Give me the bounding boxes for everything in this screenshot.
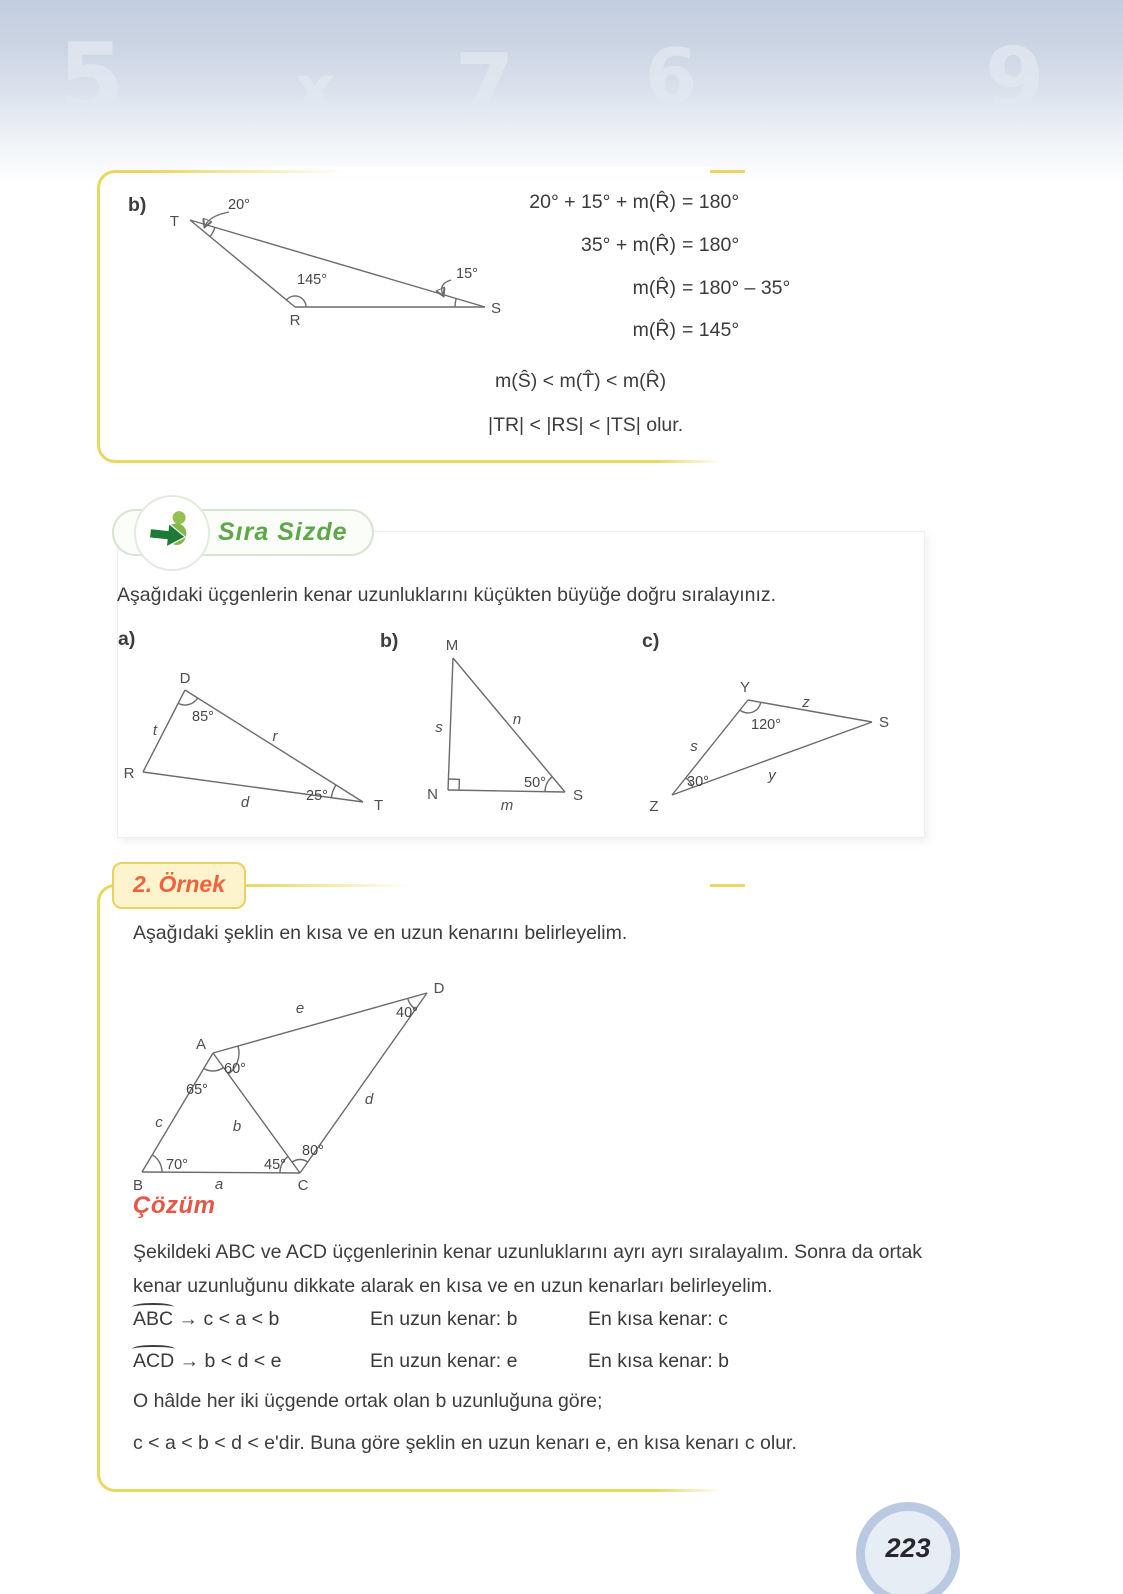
solution-row-acd bbox=[133, 1350, 813, 1380]
triangle-edges bbox=[448, 658, 565, 792]
side-label: r bbox=[272, 728, 278, 745]
border-fade bbox=[655, 1487, 750, 1497]
equation-line bbox=[420, 234, 798, 257]
shortest-side: En kısa kenar: c bbox=[588, 1308, 728, 1330]
side-label: b bbox=[232, 1118, 242, 1135]
vertex-label: Z bbox=[649, 798, 659, 815]
watermark-digit: 9 bbox=[985, 30, 1045, 129]
sira-sizde-prompt: Aşağıdaki üçgenlerin kenar uzunluklarını küçükten büyüğe doğru sıralayınız. bbox=[117, 584, 777, 606]
angle-label: 85° bbox=[192, 709, 214, 725]
example-2-title: 2. Örnek bbox=[132, 871, 226, 897]
solution-title: Çözüm bbox=[133, 1192, 216, 1219]
angle-label: 70° bbox=[166, 1157, 188, 1173]
angle-label: 60° bbox=[224, 1061, 246, 1077]
side-label: a bbox=[214, 1176, 224, 1193]
watermark-digit: 6 bbox=[645, 32, 698, 120]
equation-line bbox=[420, 191, 798, 214]
side-label: d bbox=[240, 794, 250, 811]
triangle-figure-ysz bbox=[630, 655, 910, 820]
solution-text: Şekildeki ABC ve ACD üçgenlerinin kenar uzunluklarını ayrı ayrı sıralayalım. Sonra da ortak kenar uzunluğunu dikkate alarak en kısa ve en uzun kenarları belirleyelim. bbox=[133, 1241, 923, 1297]
example-2-prompt: Aşağıdaki şeklin en kısa ve en uzun kenarını belirleyelim. bbox=[133, 922, 628, 944]
angle-order-conclusion: m(Ŝ) < m(T̂) < m(R̂) bbox=[495, 370, 667, 392]
sira-sizde-icon-circle bbox=[134, 495, 210, 571]
item-label-a: a) bbox=[118, 628, 136, 650]
vertex-label: D bbox=[433, 980, 445, 997]
side-label: s bbox=[690, 738, 698, 755]
triangle-edges bbox=[143, 690, 363, 802]
vertex-label: N bbox=[427, 786, 438, 803]
equation-rhs: = 180° – 35° bbox=[682, 277, 791, 299]
item-label-b: b) bbox=[128, 194, 147, 216]
vertex-label: D bbox=[179, 670, 191, 687]
solution-conclusion: c < a < b < d < e'dir. Buna göre şeklin en uzun kenarı e, en kısa kenarı c olur. bbox=[133, 1432, 797, 1454]
vertex-label: Y bbox=[739, 679, 751, 696]
angle-label: 25° bbox=[306, 788, 328, 804]
vertex-label: C bbox=[297, 1177, 309, 1194]
side-label: n bbox=[512, 711, 522, 728]
angle-label: 65° bbox=[186, 1082, 208, 1098]
equation-rhs: = 180° bbox=[682, 191, 740, 213]
running-person-arrow-icon bbox=[146, 507, 198, 559]
side-label: s bbox=[435, 719, 443, 736]
side-label: d bbox=[364, 1091, 374, 1108]
border-fade bbox=[150, 167, 710, 176]
quadrilateral-figure-abcd bbox=[115, 955, 460, 1195]
side-label: m bbox=[500, 797, 514, 814]
header-band bbox=[0, 0, 1123, 185]
longest-side: En uzun kenar: e bbox=[370, 1350, 518, 1372]
vertex-label: R bbox=[123, 765, 135, 782]
side-label: y bbox=[768, 767, 776, 784]
equation-rhs: = 180° bbox=[682, 234, 740, 256]
watermark-digit: 5 bbox=[58, 24, 125, 134]
page-number: 223 bbox=[885, 1533, 931, 1563]
vertex-label: R bbox=[289, 312, 301, 329]
equation-lhs: 35° + m(R̂) bbox=[580, 234, 676, 256]
border-fade bbox=[655, 458, 750, 468]
vertex-label: S bbox=[573, 787, 584, 804]
item-label-c: c) bbox=[642, 630, 660, 652]
vertex-label: T bbox=[374, 797, 384, 814]
vertex-label: A bbox=[195, 1036, 206, 1053]
triangle-name: ABC bbox=[133, 1308, 174, 1330]
vertex-label: M bbox=[445, 637, 459, 654]
triangle-figure-mns bbox=[425, 630, 595, 815]
page-number-circle bbox=[856, 1502, 960, 1594]
angle-label: 45° bbox=[264, 1157, 286, 1173]
angle-label: 15° bbox=[456, 266, 478, 282]
equation-rhs: = 145° bbox=[682, 319, 740, 341]
equation-line bbox=[420, 319, 798, 342]
vertex-label: T bbox=[169, 213, 179, 230]
solution-note: O hâlde her iki üçgende ortak olan b uzunluğuna göre; bbox=[133, 1390, 603, 1412]
side-order: → c < a < b bbox=[178, 1308, 280, 1330]
sira-sizde-title: Sıra Sizde bbox=[218, 518, 348, 546]
triangle-order bbox=[133, 1350, 282, 1373]
equation-line bbox=[420, 277, 798, 300]
angle-label: 40° bbox=[396, 1005, 418, 1021]
side-order: → b < d < e bbox=[179, 1350, 282, 1372]
equation-lhs: m(R̂) bbox=[632, 277, 676, 299]
angle-label: 120° bbox=[751, 717, 781, 733]
side-label: t bbox=[152, 722, 158, 739]
triangle-name: ACD bbox=[133, 1350, 175, 1372]
example-2-badge bbox=[112, 862, 246, 909]
angle-label: 50° bbox=[524, 775, 546, 791]
item-label-b: b) bbox=[380, 630, 399, 652]
vertex-label: S bbox=[879, 714, 890, 731]
vertex-label: S bbox=[491, 300, 502, 317]
watermark-digit: 7 bbox=[455, 36, 515, 135]
solution-row-abc bbox=[133, 1308, 813, 1338]
longest-side: En uzun kenar: b bbox=[370, 1308, 518, 1330]
angle-label: 20° bbox=[228, 197, 250, 213]
equation-lhs: 20° + 15° + m(R̂) bbox=[529, 191, 676, 213]
equation-lhs: m(R̂) bbox=[632, 319, 676, 341]
triangle-figure-drt bbox=[115, 655, 385, 815]
side-label: e bbox=[295, 1000, 305, 1017]
side-order-conclusion: |TR| < |RS| < |TS| olur. bbox=[488, 414, 684, 436]
vertex-label: B bbox=[132, 1177, 144, 1194]
triangle-order bbox=[133, 1308, 279, 1331]
figure-edges bbox=[142, 993, 427, 1173]
side-label: z bbox=[802, 694, 810, 711]
side-label: c bbox=[155, 1114, 163, 1131]
shortest-side: En kısa kenar: b bbox=[588, 1350, 729, 1372]
angle-marks bbox=[205, 212, 456, 307]
angle-label: 30° bbox=[687, 774, 709, 790]
angle-label: 80° bbox=[302, 1143, 324, 1159]
watermark-digit: x bbox=[295, 52, 335, 125]
angle-label: 145° bbox=[297, 272, 327, 288]
border-fade bbox=[250, 881, 710, 890]
